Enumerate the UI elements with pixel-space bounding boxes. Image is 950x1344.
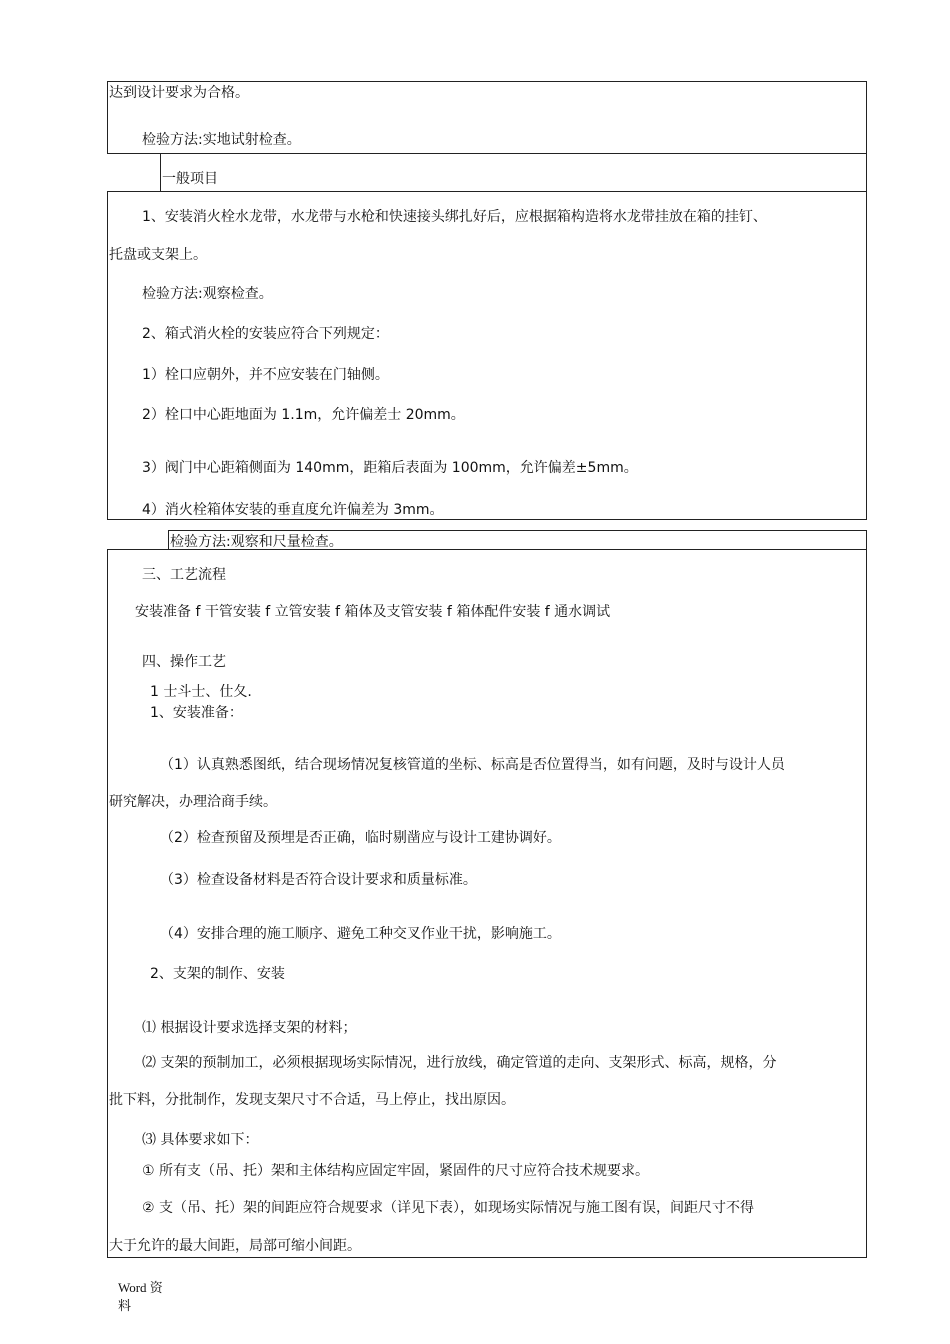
text-item-1-line-2: 托盘或支架上。	[109, 247, 207, 263]
text-requirement-1: ① 所有支（吊、托）架和主体结构应固定牢固，紧固件的尺寸应符合技术规要求。	[142, 1163, 649, 1179]
text-item-2-3: 3）阀门中心距箱侧面为 140mm，距箱后表面为 100mm，允许偏差±5mm。	[142, 460, 638, 476]
text-qualified: 达到设计要求为合格。	[109, 85, 249, 101]
text-item-2: 2、箱式消火栓的安装应符合下列规定：	[142, 326, 389, 342]
text-prep-2: （2）检查预留及预埋是否正确，临时剔凿应与设计工建协调好。	[160, 830, 561, 846]
text-item-2-2: 2）栓口中心距地面为 1.1m，允许偏差士 20mm。	[142, 407, 465, 423]
footer-label-line-2: 料	[118, 1298, 132, 1313]
text-requirement-2-line-1: ② 支（吊、托）架的间距应符合规要求（详见下表），如现场实际情况与施工图有误，间距尺寸不得	[142, 1200, 754, 1216]
heading-installation-prep: 1、安装准备：	[150, 705, 243, 721]
text-inspection-method-3: 检验方法:观察和尺量检查。	[170, 534, 343, 550]
heading-bracket: 2、支架的制作、安装	[150, 966, 285, 982]
text-requirement-2-line-2: 大于允许的最大间距，局部可缩小间距。	[109, 1238, 361, 1254]
text-prep-4: （4）安排合理的施工顺序、避免工种交叉作业干扰，影响施工。	[160, 926, 561, 942]
text-inspection-method-2: 检验方法:观察检查。	[142, 286, 273, 302]
section-title-general-items: 一般项目	[162, 171, 218, 187]
text-inspection-method-1: 检验方法:实地试射检查。	[142, 132, 301, 148]
text-prep-3: （3）检查设备材料是否符合设计要求和质量标准。	[160, 872, 477, 888]
heading-operation: 四、操作工艺	[142, 654, 226, 670]
heading-process-flow: 三、工艺流程	[142, 567, 226, 583]
text-bracket-3: ⑶ 具体要求如下：	[142, 1132, 259, 1148]
text-prep-1-line-1: （1）认真熟悉图纸，结合现场情况复核管道的坐标、标高是否位置得当，如有问题，及时与设计人员	[160, 757, 785, 773]
text-bracket-1: ⑴ 根据设计要求选择支架的材料；	[142, 1020, 357, 1036]
footer-label-line-1: Word 资	[118, 1280, 163, 1295]
text-garbled-line: 1 士斗士、仕夂.	[150, 684, 252, 700]
section-general-items-box	[160, 153, 867, 192]
text-prep-1-line-2: 研究解决，办理洽商手续。	[109, 794, 277, 810]
text-process-flow: 安装准备 f 干管安装 f 立管安装 f 箱体及支管安装 f 箱体配件安装 f 通水调试	[135, 604, 611, 620]
text-item-1-line-1: 1、安装消火栓水龙带，水龙带与水枪和快速接头绑扎好后，应根据箱构造将水龙带挂放在箱的挂钉、	[142, 209, 767, 225]
text-bracket-2-line-1: ⑵ 支架的预制加工，必须根据现场实际情况，进行放线，确定管道的走向、支架形式、标高，规格，分	[142, 1055, 777, 1071]
text-item-2-1: 1）栓口应朝外，并不应安装在门轴侧。	[142, 367, 389, 383]
text-item-2-4: 4）消火栓箱体安装的垂直度允许偏差为 3mm。	[142, 502, 444, 518]
text-bracket-2-line-2: 批下料，分批制作，发现支架尺寸不合适，马上停止，找出原因。	[109, 1092, 515, 1108]
